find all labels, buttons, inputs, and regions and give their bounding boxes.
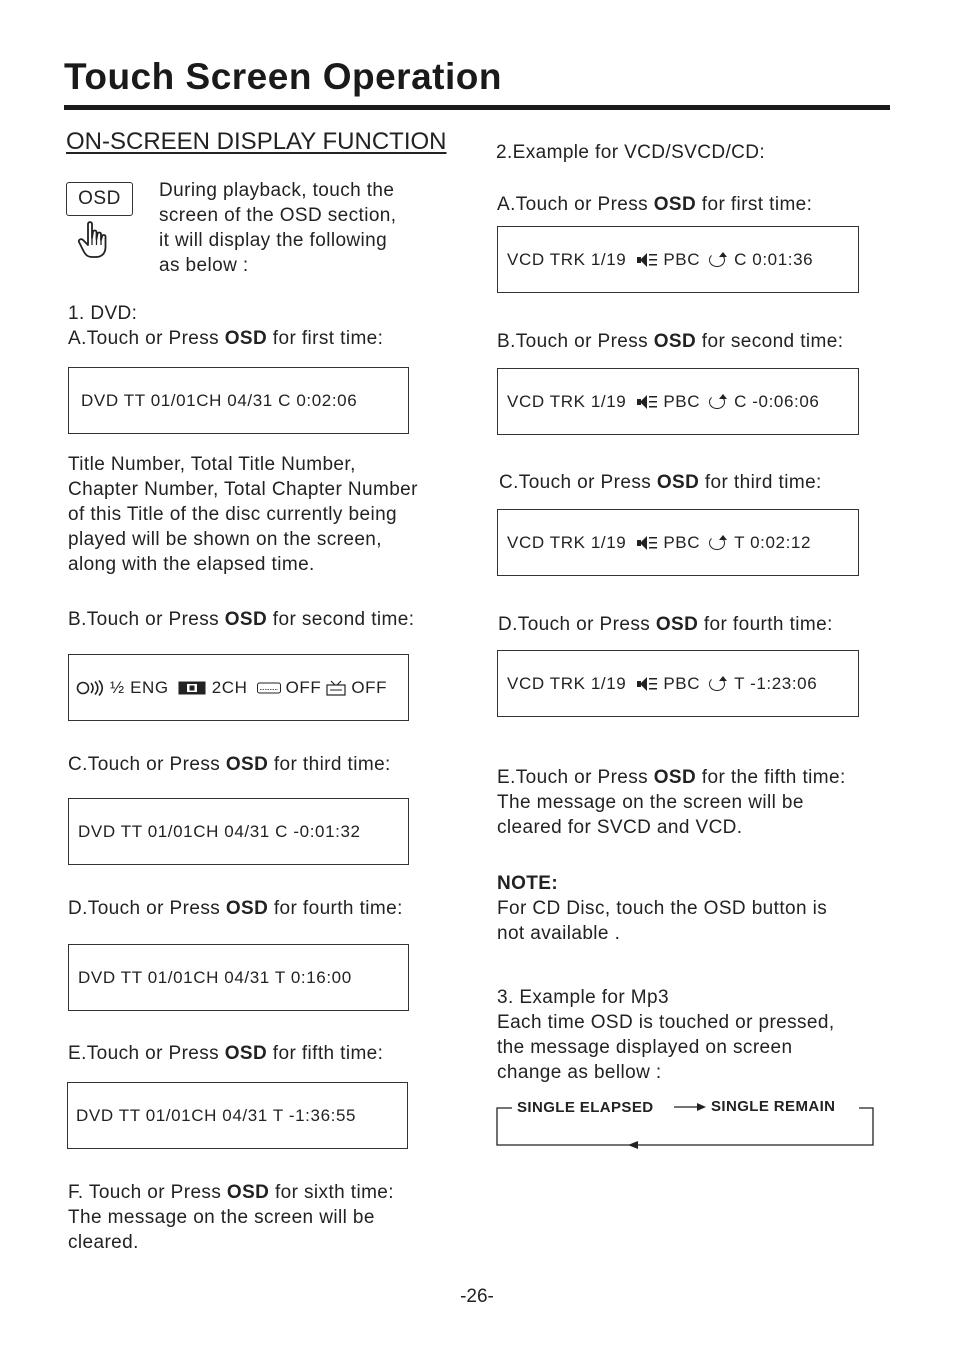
page-title: Touch Screen Operation <box>64 56 502 97</box>
intro-line: it will display the following <box>159 230 388 251</box>
subtitle-icon <box>178 681 206 695</box>
note-label: NOTE: <box>497 873 559 894</box>
vcd-step-d: D.Touch or Press OSD for fourth time: <box>498 614 833 635</box>
flow-single-remain: SINGLE REMAIN <box>711 1098 836 1115</box>
repeat-all-icon <box>709 395 725 409</box>
vcd-heading: 2.Example for VCD/SVCD/CD: <box>496 142 766 163</box>
angle-icon <box>257 682 281 694</box>
intro-line: During playback, touch the <box>159 180 395 201</box>
vcd-track-info: VCD TRK 1/19 <box>507 391 627 411</box>
repeat-value: OFF <box>351 677 388 697</box>
flow-single-elapsed: SINGLE ELAPSED <box>517 1099 654 1116</box>
dvd-display-e: DVD TT 01/01CH 04/31 T -1:36:55 <box>67 1082 408 1149</box>
vcd-display-d <box>497 650 859 717</box>
vcd-display-c <box>497 509 859 576</box>
dvd-step-a: A.Touch or Press OSD for first time: <box>68 328 384 349</box>
speaker-icon <box>637 252 659 268</box>
dvd-display-b <box>68 654 409 721</box>
dvd-step-e: E.Touch or Press OSD for fifth time: <box>68 1043 384 1064</box>
dvd-display-c: DVD TT 01/01CH 04/31 C -0:01:32 <box>68 798 409 865</box>
vcd-step-b: B.Touch or Press OSD for second time: <box>497 331 844 352</box>
dvd-display-a: DVD TT 01/01CH 04/31 C 0:02:06 <box>68 367 409 434</box>
vcd-time: T -1:23:06 <box>734 673 818 693</box>
page-number: -26- <box>460 1286 494 1307</box>
subtitle-value: 2CH <box>211 677 248 697</box>
audio-language-icon <box>76 680 106 696</box>
pbc-label: PBC <box>663 532 701 552</box>
intro-text <box>159 178 396 278</box>
repeat-icon <box>326 680 346 696</box>
pbc-label: PBC <box>663 249 701 269</box>
intro-line: as below : <box>159 255 249 276</box>
touch-hand-icon <box>76 220 112 260</box>
repeat-all-icon <box>709 536 725 550</box>
section-heading: ON-SCREEN DISPLAY FUNCTION <box>66 128 447 155</box>
vcd-step-c: C.Touch or Press OSD for third time: <box>499 472 822 493</box>
repeat-all-icon <box>709 253 725 267</box>
osd-button[interactable]: OSD <box>66 182 133 216</box>
dvd-step-d: D.Touch or Press OSD for fourth time: <box>68 898 403 919</box>
vcd-track-info: VCD TRK 1/19 <box>507 673 627 693</box>
dvd-step-f: F. Touch or Press OSD for sixth time: The message on the screen will be cleared. <box>68 1182 394 1253</box>
dvd-step-b: B.Touch or Press OSD for second time: <box>68 609 415 630</box>
pbc-label: PBC <box>663 673 701 693</box>
dvd-step-c: C.Touch or Press OSD for third time: <box>68 754 391 775</box>
intro-line: screen of the OSD section, <box>159 205 397 226</box>
vcd-track-info: VCD TRK 1/19 <box>507 532 627 552</box>
title-rule <box>64 105 890 110</box>
speaker-icon <box>637 535 659 551</box>
vcd-step-a: A.Touch or Press OSD for first time: <box>497 194 813 215</box>
vcd-track-info: VCD TRK 1/19 <box>507 249 627 269</box>
vcd-step-e: E.Touch or Press OSD for the fifth time: The message on the screen will be cleared for SVCD and VCD. <box>497 767 846 838</box>
vcd-display-a <box>497 226 859 293</box>
dvd-heading: 1. DVD: <box>68 303 138 324</box>
speaker-icon <box>637 676 659 692</box>
pbc-label: PBC <box>663 391 701 411</box>
mp3-section: 3. Example for Mp3 Each time OSD is touched or pressed, the message displayed on screen change as bellow : <box>497 987 835 1083</box>
dvd-description: Title Number, Total Title Number, Chapter Number, Total Chapter Number of this Title of the disc currently being played will be shown on the screen, along with the elapsed time. <box>68 454 418 575</box>
vcd-display-b <box>497 368 859 435</box>
vcd-note: NOTE: For CD Disc, touch the OSD button is not available . <box>497 873 828 944</box>
dvd-display-d: DVD TT 01/01CH 04/31 T 0:16:00 <box>68 944 409 1011</box>
audio-value: ½ ENG <box>110 677 169 697</box>
angle-value: OFF <box>285 677 322 697</box>
speaker-icon <box>637 394 659 410</box>
vcd-time: C 0:01:36 <box>734 249 814 269</box>
vcd-time: T 0:02:12 <box>734 532 812 552</box>
vcd-time: C -0:06:06 <box>734 391 820 411</box>
repeat-all-icon <box>709 677 725 691</box>
